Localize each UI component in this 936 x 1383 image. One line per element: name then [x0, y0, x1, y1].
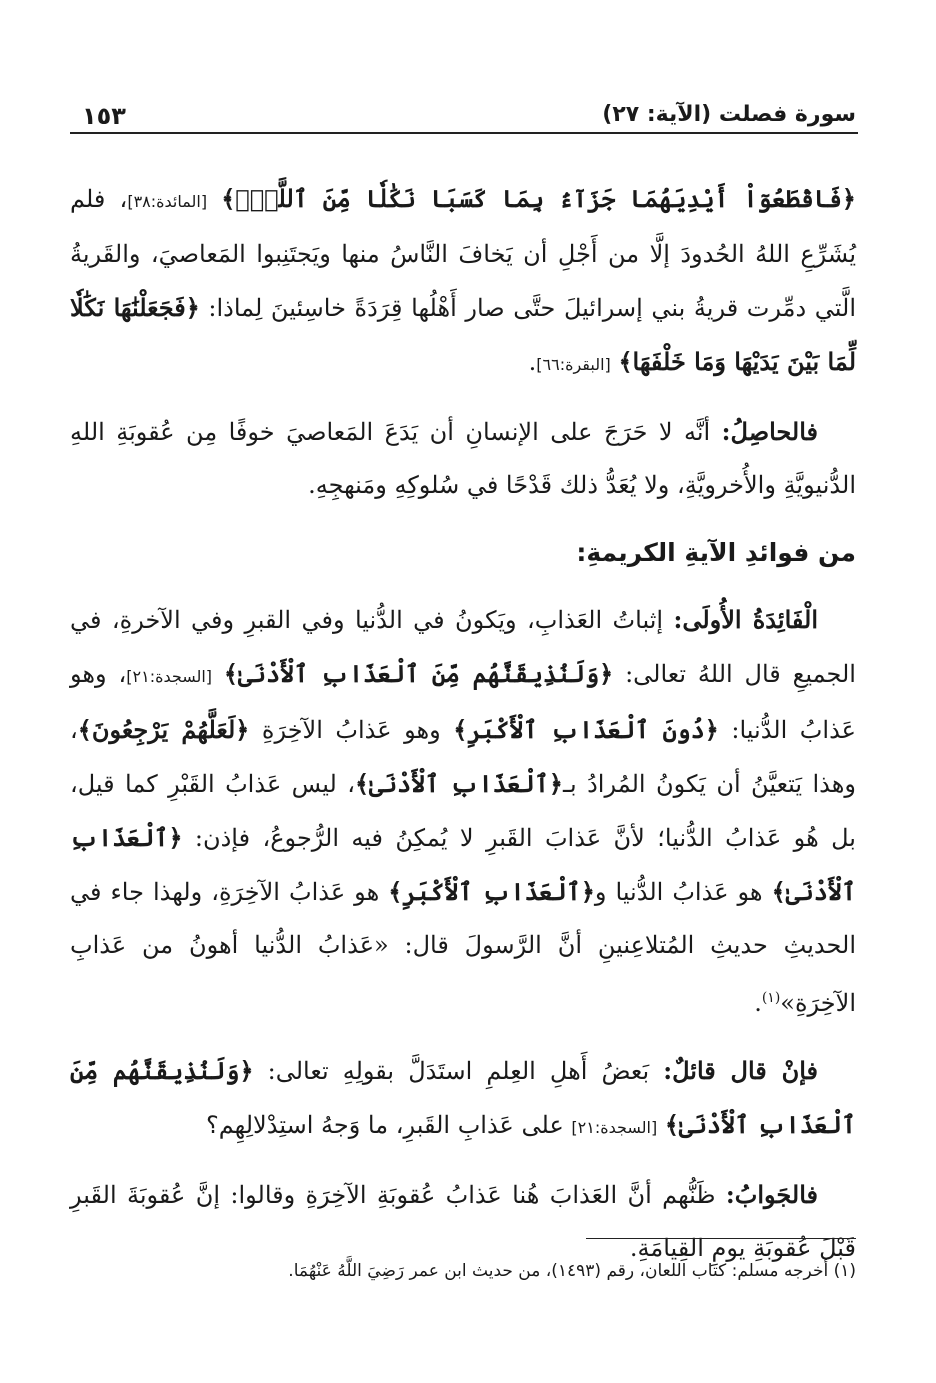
paragraph-text: هو عَذابُ الآخِرَةِ، ولهذا جاء في الحديثِ حديثِ المُتلاعِنينِ أنَّ الرَّسولَ قال: «عَذابُ الدُّنيا أهونُ من عَذابِ الآخِرَةِ»: [70, 878, 856, 1017]
paragraph-3: [70, 593, 856, 1030]
paragraph-text: .: [754, 989, 762, 1017]
paragraph-text: وهو عَذابُ الآخِرَةِ: [261, 716, 441, 744]
paragraph-text: على عَذابِ القَبرِ، ما وَجهُ استِدْلالِهِم؟: [205, 1111, 564, 1139]
paragraph-text: .: [528, 348, 537, 376]
footnote-divider: [586, 1238, 856, 1239]
section-heading: من فوائدِ الآيةِ الكريمةِ:: [576, 538, 856, 567]
quran-verse: ﴿وَلَنُذِيقَنَّهُم مِّنَ ٱلْعَذَابِ ٱلْأَدْنَىٰ﴾: [70, 1056, 856, 1139]
footnote-marker[interactable]: (١): [761, 990, 781, 1006]
footnote: (١) أخرجه مسلم: كتاب اللعان، رقم (١٤٩٣)، من حديث ابن عمر رَضِيَ اللَّهُ عَنْهُمَا.: [288, 1261, 856, 1281]
quran-verse: ﴿وَلَنُذِيقَنَّهُم مِّنَ ٱلْعَذَابِ ٱلْأَدْنَىٰ﴾: [223, 659, 614, 688]
quran-verse: ﴿ٱلْعَذَابِ ٱلْأَدْنَىٰ﴾: [354, 769, 563, 798]
page-body: [70, 172, 856, 1289]
quran-verse: ﴿فَاقْطَعُوٓاْ أَيْدِيَهُمَا جَزَآءَۢ بِمَا كَسَبَا نَكَٰلٗا مِّنَ ٱللَّهِۗ﴾: [221, 184, 856, 213]
paragraph-text: ، ليس عَذابُ القَبْرِ كما قيل، بل هُو عَذابُ الدُّنيا؛ لأنَّ عَذابَ القَبرِ لا يُمكِنُ فيه الرُّجوعُ، فإذن:: [70, 770, 856, 852]
verse-reference: [المائدة:٣٨]: [127, 192, 208, 211]
paragraph-lead: فإنْ قال قائلٌ:: [663, 1056, 818, 1085]
verse-reference: [السجدة:٢١]: [571, 1118, 658, 1137]
verse-reference: [السجدة:٢١]: [126, 667, 213, 686]
paragraph-1: [70, 172, 856, 391]
quran-verse: ﴿ٱلْعَذَابِ ٱلْأَدْنَىٰ﴾: [70, 823, 856, 906]
paragraph-text: ، وهو عَذابُ الدُّنيا:: [70, 660, 856, 744]
quran-verse: ﴿لَعَلَّهُمْ يَرْجِعُونَ﴾: [77, 715, 250, 744]
paragraph-2: [70, 405, 856, 512]
page-number: ١٥٣: [82, 102, 126, 130]
verse-reference: [البقرة:٦٦]: [536, 355, 611, 374]
paragraph-lead: الْفَائِدَةُ الأُولَى:: [673, 605, 819, 634]
header-divider: [70, 132, 858, 134]
paragraph-text: ظَنُّهم أنَّ العَذابَ هُنا عَذابُ عُقوبَةِ الآخِرَةِ وقالوا: إنَّ عُقوبَةَ القَبرِ قَبْلَ عُقوبَةِ يومِ القِيامَةِ.: [70, 1181, 856, 1262]
running-header-title: سورة فصلت (الآية: ٢٧): [602, 102, 856, 127]
paragraph-4: [70, 1044, 856, 1154]
paragraph-lead: فالجَوابُ:: [725, 1180, 818, 1209]
quran-verse: ﴿فَجَعَلْنَٰهَا نَكَٰلٗا لِّمَا بَيْنَ يَدَيْهَا وَمَا خَلْفَهَا﴾: [70, 293, 856, 376]
paragraph-text: بَعضُ أَهلِ العِلمِ استَدَلَّ بقولِهِ تعالى:: [267, 1057, 650, 1085]
quran-verse: ﴿دُونَ ٱلْعَذَابِ ٱلْأَكْبَرِ﴾: [453, 715, 719, 744]
paragraph-lead: فالحاصِلُ:: [721, 417, 818, 446]
paragraph-text: أنَّه لا حَرَجَ على الإنسانِ أن يَدَعَ المَعاصيَ خوفًا مِن عُقوبَةِ اللهِ الدُّنيويَّةِ والأُخرويَّةِ، ولا يُعَدُّ ذلك قَدْحًا في سُلوكِهِ ومَنهجِهِ.: [70, 418, 856, 499]
quran-verse: ﴿ٱلْعَذَابِ ٱلْأَكْبَرِ﴾: [388, 877, 595, 906]
paragraph-text: ، وهذا يَتعيَّنُ أن يَكونُ المُرادُ بـ: [70, 716, 856, 798]
paragraph-text: هو عَذابُ الدُّنيا و: [594, 878, 763, 906]
paragraph-text: ، فلم يُشَرِّعِ اللهُ الحُدودَ إلَّا من أَجْلِ أن يَخافَ النَّاسُ منها ويَجتَنِبوا المَعاصيَ، والقَريةُ الَّتي دمِّرت قريةُ بني إسرائيلَ حتَّى صار أَهْلُها قِرَدَةً خاسِئينَ لِماذا:: [70, 185, 856, 322]
paragraph-text: إثباتُ العَذابِ، ويَكونُ في الدُّنيا وفي القبرِ وفي الآخرةِ، في الجميعِ قال اللهُ تعالى:: [70, 606, 856, 688]
